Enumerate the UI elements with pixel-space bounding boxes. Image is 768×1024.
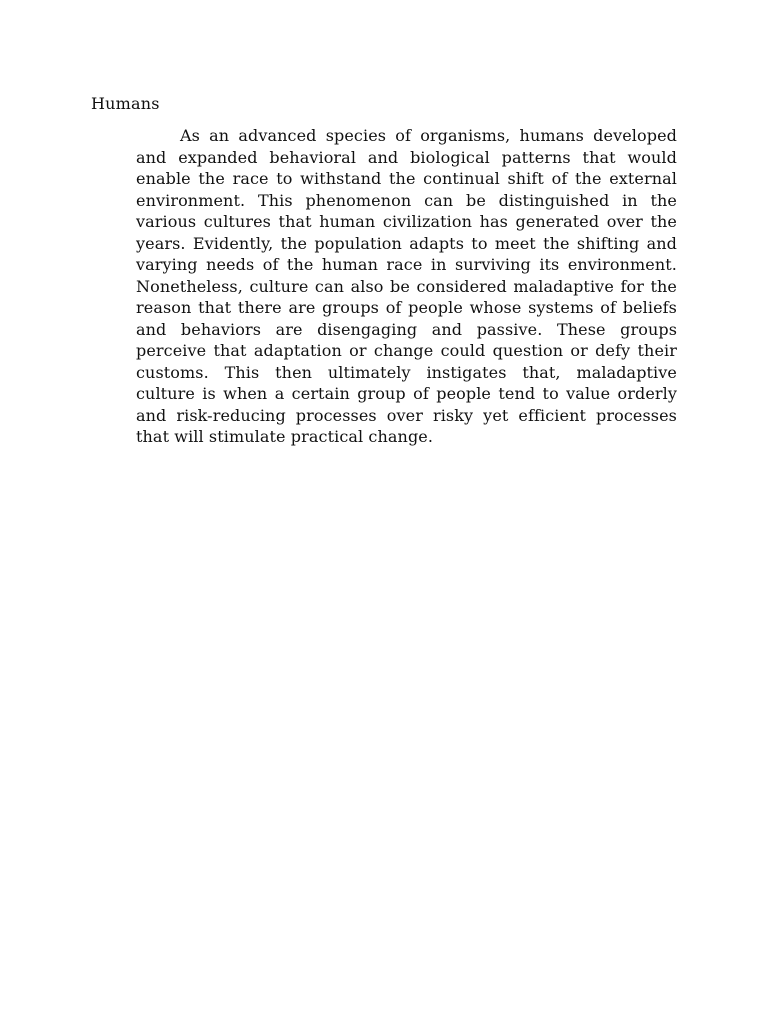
section-heading: Humans: [91, 94, 160, 113]
body-paragraph: As an advanced species of organisms, humans developed and expanded behavioral and biological patterns that would enable the race to withstand the continual shift of the external environment. This phenomenon can be distinguished in the various cultures that human civilization has generated over the years. Evidently, the population adapts to meet the shifting and varying needs of the human race in surviving its environment. Nonetheless, culture can also be considered maladaptive for the reason that there are groups of people whose systems of beliefs and behaviors are disengaging and passive. These groups perceive that adaptation or change could question or defy their customs. This then ultimately instigates that, maladaptive culture is when a certain group of people tend to value orderly and risk-reducing processes over risky yet efficient processes that will stimulate practical change.: [136, 126, 677, 446]
